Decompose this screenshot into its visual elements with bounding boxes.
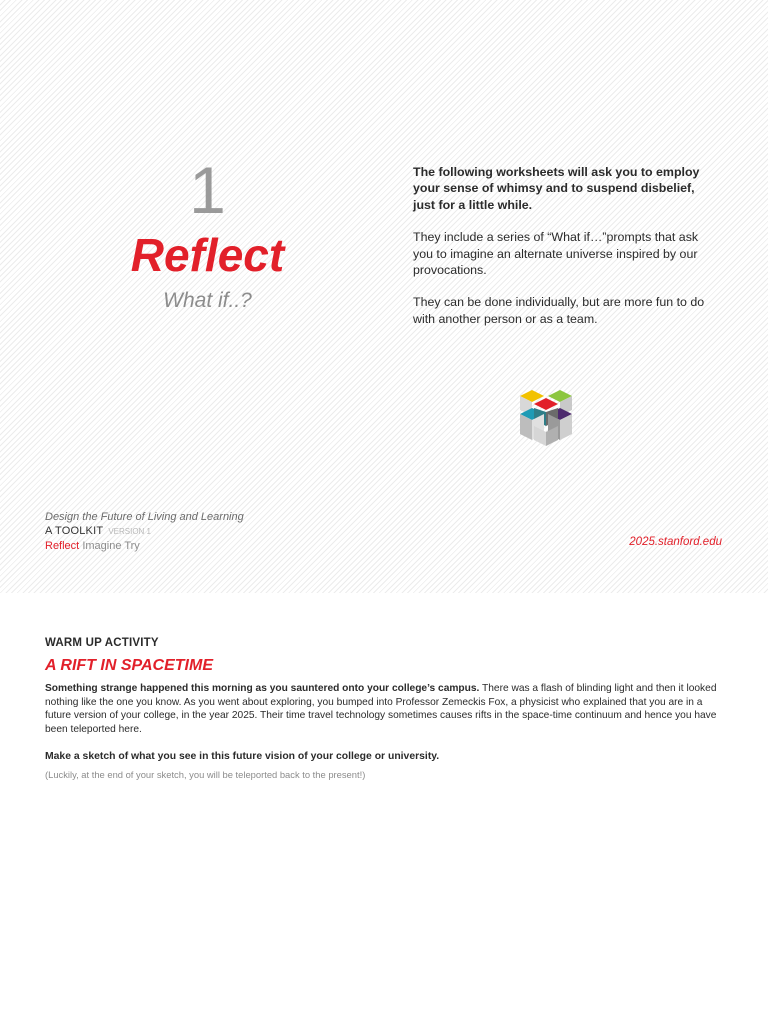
activity-body: There was a flash of blinding light and then it looked nothing like the one you know. As you went about exploring, you bumped into Professor Zemeckis Fox, a physicist who explained that you are in a future version of your college, in the year 2025. Their time travel technology sometimes causes rifts in the space-time continuum and hence you have been teleported here.: [45, 683, 717, 735]
activity-lead: Something strange happened this morning as you sauntered onto your college’s campus.: [45, 683, 480, 694]
toolkit-tagline: Design the Future of Living and Learning: [45, 511, 244, 523]
nav-reflect[interactable]: Reflect: [45, 540, 80, 552]
intro-paragraph-3: They can be done individually, but are more fun to do with another person or as a team.: [413, 295, 705, 326]
section-number: 1: [189, 153, 226, 227]
activity-label: WARM UP ACTIVITY: [45, 637, 159, 649]
version-label: VERSION 1: [108, 527, 152, 536]
toolkit-nav: [45, 539, 244, 553]
intro-paragraph-2: They include a series of “What if…”prompts that ask you to imagine an alternate universe inspired by our provocations.: [413, 230, 699, 278]
cube-mosaic-logo-icon: [518, 390, 574, 448]
intro-text: [413, 164, 713, 343]
activity-title: A RIFT IN SPACETIME: [45, 657, 213, 674]
activity-instruction: Make a sketch of what you see in this future vision of your college or university.: [45, 751, 440, 762]
toolkit-footer: [45, 510, 244, 553]
toolkit-label-row: [45, 524, 244, 539]
activity-description: [45, 682, 720, 736]
section-subtitle: What if..?: [163, 289, 252, 312]
section-title: Reflect: [130, 229, 285, 281]
nav-try[interactable]: Try: [124, 540, 140, 552]
activity-note: (Luckily, at the end of your sketch, you will be teleported back to the present!): [45, 769, 366, 780]
nav-imagine[interactable]: Imagine: [82, 540, 122, 552]
intro-paragraph-1: The following worksheets will ask you to employ your sense of whimsy and to suspend disbelief, just for a little while.: [413, 165, 700, 212]
website-link[interactable]: 2025.stanford.edu: [629, 536, 722, 548]
toolkit-label: A TOOLKIT: [45, 525, 104, 537]
